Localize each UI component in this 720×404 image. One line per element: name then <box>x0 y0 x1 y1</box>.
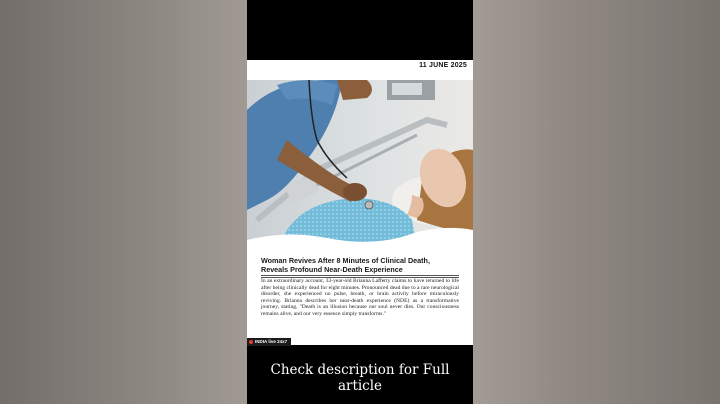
blurred-background-left <box>0 0 247 404</box>
channel-logo <box>247 338 291 346</box>
article-photo <box>247 80 473 250</box>
video-caption: Check description for Full article <box>270 362 450 394</box>
divider <box>261 275 459 276</box>
headline-line-2: Reveals Profound Near-Death Experience <box>261 265 403 274</box>
live-dot-icon <box>249 340 253 344</box>
channel-name: INDIA live 24x7 <box>255 339 288 344</box>
article-headline <box>261 256 461 274</box>
video-frame[interactable] <box>247 0 473 404</box>
headline-line-1: Woman Revives After 8 Minutes of Clinical Death, <box>261 256 430 265</box>
article-date: 11 JUNE 2025 <box>419 62 467 69</box>
blurred-background-right <box>473 0 720 404</box>
article-body: In an extraordinary account, 33-year-old Brianna Lafferty claims to have returned to life after being clinically dead for eight minutes. Pronounced dead due to a rare neurological disorder, she experienced no pulse, breath, or brain activity before miraculously reviving. Brianna describes her near-death experience (NDE) as a transformative journey, stating, "Death is an illusion because our soul never dies. Our consciousness remains alive, and our very essence simply transforms." <box>261 278 459 317</box>
